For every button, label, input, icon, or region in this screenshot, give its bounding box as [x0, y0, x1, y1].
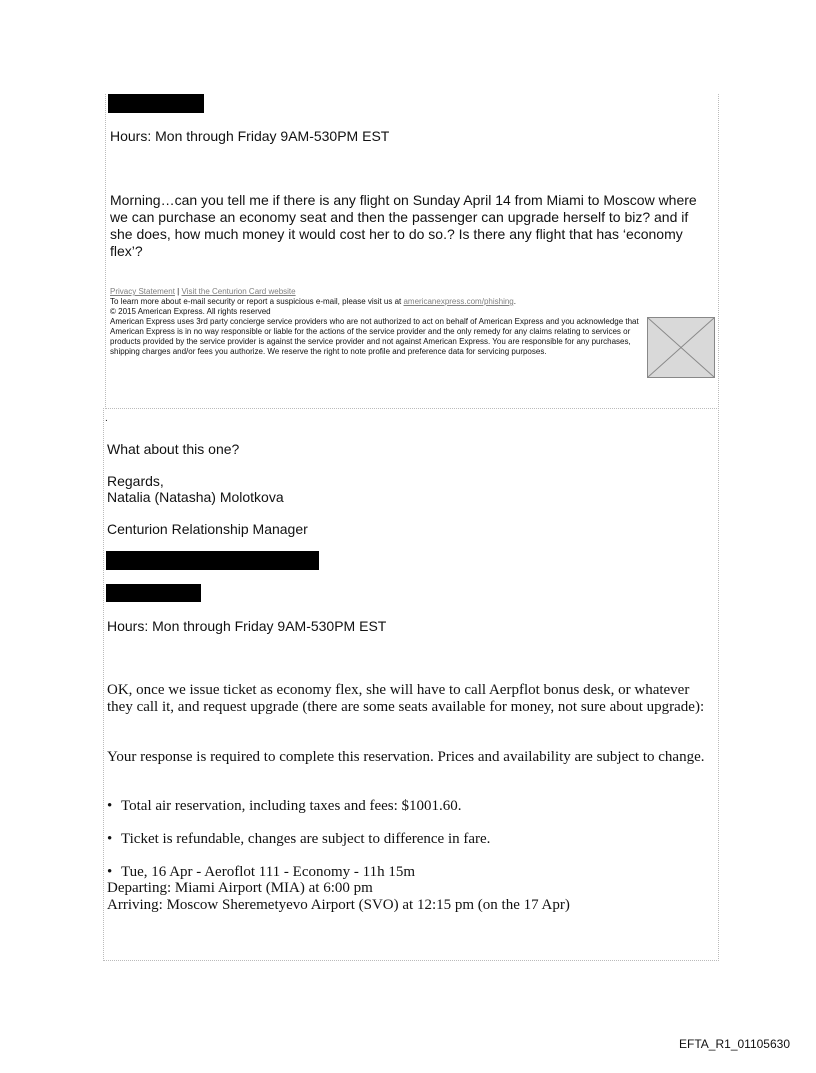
disclaimer-text: American Express uses 3rd party concierge service providers who are not authorized to act on behalf of American Express and you acknowledge that American Express is in no way responsible or liable for the actions of the service provider and the only remedy for any claims relating to services or products provided by the service provider is against the service provider and not against American Express. You are responsible for any purchases, shipping charges and/or fees you authorize. We reserve the right to note profile and preference data for servicing purposes. [110, 317, 639, 356]
hours-text: Hours: Mon through Friday 9AM-530PM EST [110, 128, 390, 144]
question-text: Morning…can you tell me if there is any flight on Sunday April 14 from Miami to Moscow where we can purchase an economy seat and then the passenger can upgrade herself to biz? and if she does, how much money it would cost her to do so.? Is there any flight that has ‘economy flex’? [110, 192, 697, 259]
footer-block: Privacy Statement | Visit the Centurion Card website To learn more about e-mail security or report a suspicious e-mail, please visit us at americanexpress.com/phishing. © 2015 American Express. All rights reserved American Express uses 3rd party concierge service providers who are not authorized to act on behalf of American Express and you acknowledge that American Express is in no way responsible or liable for the actions of the service provider and the only remedy for any claims relating to services or products provided by the service provider is against the service provider and not against American Express. You are responsible for any purchases, shipping charges and/or fees you authorize. We reserve the right to note profile and preference data for servicing purposes. [110, 287, 646, 357]
arriving-text: Arriving: Moscow Sheremetyevo Airport (SVO) at 12:15 pm (on the 17 Apr) [107, 897, 570, 913]
redaction-block [106, 551, 319, 570]
bullet-icon: • [107, 831, 113, 847]
privacy-statement-link[interactable]: Privacy Statement [110, 287, 175, 296]
copyright-text: © 2015 American Express. All rights reserved [110, 307, 271, 316]
regards-text: Regards, [107, 473, 164, 489]
reply-line: What about this one? [107, 441, 240, 457]
bullet-icon: • [107, 864, 113, 880]
sender-role: Centurion Relationship Manager [107, 521, 308, 537]
footer-separator: | [177, 287, 180, 296]
stray-dot: . [105, 413, 108, 424]
phishing-link[interactable]: americanexpress.com/phishing [403, 297, 514, 306]
redaction-block [106, 584, 201, 602]
quoted-paragraph: OK, once we issue ticket as economy flex, she will have to call Aerpflot bonus desk, or whatever they call it, and request upgrade (there are some seats available for money, not sure about upgrade): [107, 682, 705, 715]
bullet-item: • Total air reservation, including taxes and fees: $1001.60. [107, 798, 462, 814]
redaction-block [108, 94, 204, 113]
bullet-icon: • [107, 798, 113, 814]
bullet-item: • Ticket is refundable, changes are subject to difference in fare. [107, 831, 491, 847]
bullet-item: • Tue, 16 Apr - Aeroflot 111 - Economy - 11h 15m [107, 864, 416, 880]
hours-text: Hours: Mon through Friday 9AM-530PM EST [107, 618, 387, 634]
security-text: To learn more about e-mail security or report a suspicious e-mail, please visit us at [110, 297, 402, 306]
broken-image-icon [647, 317, 715, 378]
reservation-notice: Your response is required to complete this reservation. Prices and availability are subject to change. [107, 749, 705, 765]
departing-text: Departing: Miami Airport (MIA) at 6:00 pm [107, 880, 373, 896]
document-id: EFTA_R1_01105630 [679, 1037, 790, 1051]
sender-name: Natalia (Natasha) Molotkova [107, 489, 284, 505]
centurion-website-link[interactable]: Visit the Centurion Card website [181, 287, 296, 296]
